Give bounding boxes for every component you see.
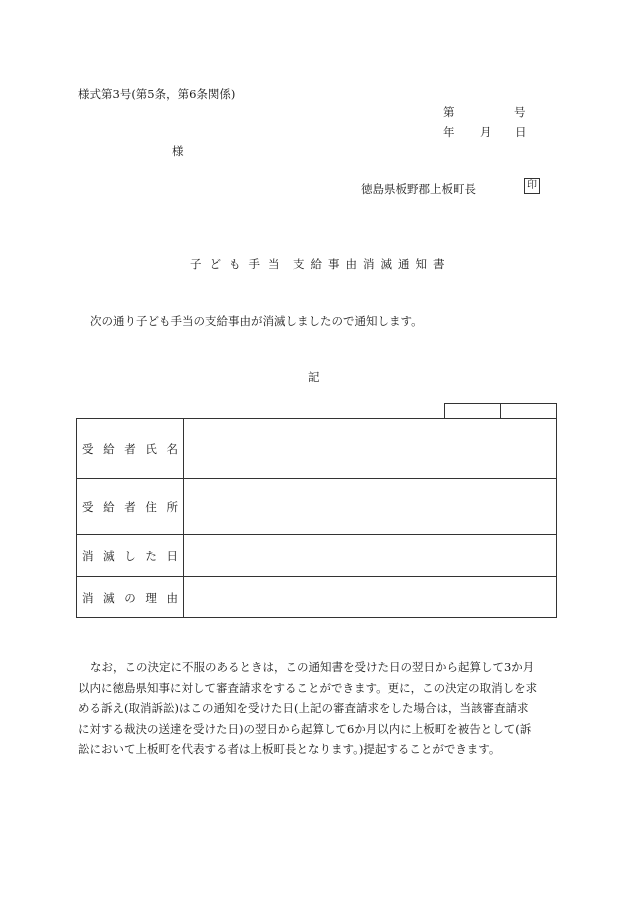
table-row-divider	[76, 576, 557, 577]
row-label-recipient-name: 受 給 者 氏 名	[82, 442, 178, 456]
table-row-divider	[76, 534, 557, 535]
notice-line: なお，この決定に不服のあるときは，この通知書を受けた日の翌日から起算して3か月	[90, 660, 535, 674]
row-label-extinction-date: 消 滅 し た 日	[82, 549, 178, 563]
recipient-honorific: 様	[172, 144, 184, 158]
date-year: 年	[443, 125, 455, 139]
ki-heading: 記	[308, 370, 320, 384]
date-day: 日	[515, 125, 527, 139]
date-month: 月	[480, 125, 492, 139]
small-box-right-border	[556, 403, 557, 419]
row-label-extinction-reason: 消 滅 の 理 由	[82, 591, 178, 605]
form-number: 様式第3号(第5条，第6条関係)	[78, 87, 236, 101]
notice-line: 以内に徳島県知事に対して審査請求をすることができます。更に，この決定の取消しを求	[78, 680, 538, 695]
table-row-divider	[76, 478, 557, 479]
title-part-2: 支給事由消滅通知書	[293, 257, 451, 271]
notice-line: める訴え(取消訴訟)はこの通知を受けた日(上記の審査請求をした場合は，当該審査請求	[78, 701, 529, 715]
small-box-divider	[500, 403, 501, 419]
table-bottom-border	[76, 617, 557, 618]
appeal-notice	[78, 657, 560, 760]
document-number-suffix: 号	[514, 105, 526, 119]
notice-line: 訟において上板町を代表する者は上板町長となります。)提起することができます。	[78, 742, 501, 756]
small-box-left-border	[444, 403, 445, 419]
table-left-border	[76, 418, 77, 618]
table-right-border	[556, 418, 557, 618]
table-top-border	[76, 418, 557, 419]
seal-stamp: 印	[524, 178, 540, 194]
document-number-label: 第	[443, 105, 455, 119]
row-label-recipient-address: 受 給 者 住 所	[82, 500, 178, 514]
issuer-name: 徳島県板野郡上板町長	[361, 182, 476, 196]
title-part-1: 子ども手当	[190, 257, 288, 271]
table-column-divider	[183, 418, 184, 618]
intro-text: 次の通り子ども手当の支給事由が消滅しましたので通知します。	[90, 314, 423, 328]
notice-line: に対する裁決の送達を受けた日)の翌日から起算して6か月以内に上板町を被告として(訴	[78, 721, 532, 736]
